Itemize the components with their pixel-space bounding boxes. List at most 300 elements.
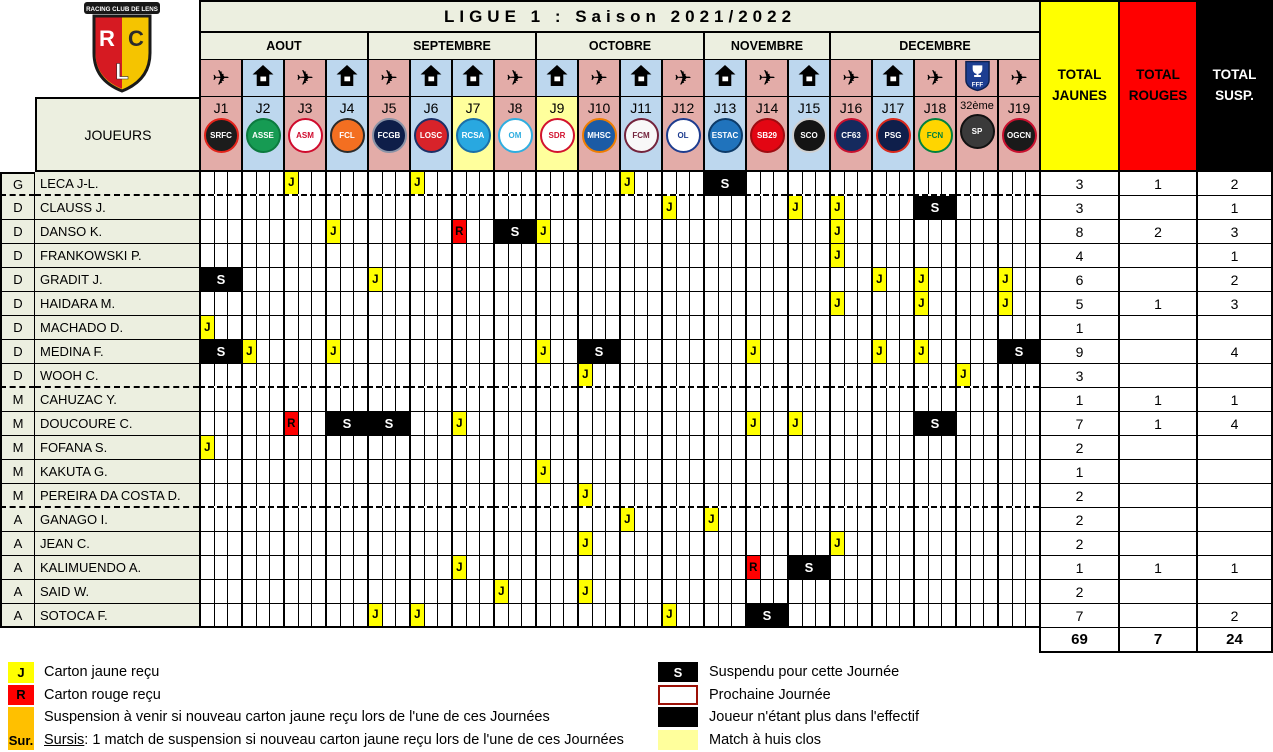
match-subcell bbox=[564, 460, 577, 483]
match-cell bbox=[409, 172, 451, 196]
total-jaunes-value: 2 bbox=[1039, 484, 1118, 508]
match-cell bbox=[241, 268, 283, 292]
match-cell bbox=[325, 196, 367, 220]
match-subcell bbox=[929, 244, 943, 267]
match-subcell bbox=[327, 484, 341, 506]
match-subcell bbox=[495, 292, 509, 315]
match-cell bbox=[829, 388, 871, 412]
match-subcell bbox=[285, 364, 299, 386]
match-subcell bbox=[900, 556, 913, 579]
match-subcell bbox=[635, 220, 649, 243]
match-subcell bbox=[312, 556, 325, 579]
match-subcell bbox=[1013, 556, 1027, 579]
match-subcell bbox=[522, 316, 535, 339]
closed-doors-legend-swatch bbox=[658, 730, 698, 750]
match-cell bbox=[955, 364, 997, 388]
match-subcell bbox=[354, 292, 367, 315]
match-subcell bbox=[606, 412, 619, 435]
match-cell bbox=[661, 508, 703, 532]
match-subcell bbox=[270, 460, 283, 483]
match-subcell bbox=[453, 556, 467, 579]
match-subcell bbox=[495, 196, 509, 219]
match-cell bbox=[409, 220, 451, 244]
match-subcell bbox=[690, 220, 703, 243]
match-subcell bbox=[495, 532, 509, 555]
match-subcell bbox=[873, 244, 887, 267]
match-subcell bbox=[201, 532, 215, 555]
position-label: M bbox=[0, 460, 35, 484]
match-subcell bbox=[942, 604, 955, 626]
match-subcell bbox=[425, 604, 439, 626]
match-subcell bbox=[564, 196, 577, 219]
match-subcell bbox=[369, 556, 383, 579]
match-subcell bbox=[467, 268, 481, 291]
match-subcell bbox=[900, 436, 913, 459]
match-cell bbox=[451, 172, 493, 196]
match-subcell bbox=[467, 364, 481, 386]
match-subcell bbox=[453, 412, 467, 435]
match-subcell bbox=[831, 244, 845, 267]
match-subcell bbox=[564, 508, 577, 531]
match-subcell bbox=[312, 508, 325, 531]
total-jaunes-value: 2 bbox=[1039, 508, 1118, 532]
match-subcell bbox=[215, 460, 229, 483]
match-subcell bbox=[942, 244, 955, 267]
match-subcell bbox=[887, 268, 901, 291]
match-subcell bbox=[984, 436, 997, 459]
match-subcell bbox=[915, 436, 929, 459]
match-cell bbox=[409, 340, 451, 364]
venue-cell-J6 bbox=[409, 60, 451, 97]
match-subcell bbox=[564, 436, 577, 459]
house-icon bbox=[250, 64, 276, 92]
match-subcell bbox=[299, 556, 313, 579]
match-subcell bbox=[761, 268, 775, 291]
match-subcell bbox=[747, 292, 761, 315]
match-subcell bbox=[438, 220, 451, 243]
match-subcell bbox=[425, 220, 439, 243]
match-subcell bbox=[243, 460, 257, 483]
match-subcell bbox=[270, 412, 283, 435]
match-subcell bbox=[551, 292, 565, 315]
match-subcell bbox=[858, 580, 871, 603]
club-logo-MHSC: MHSC bbox=[582, 118, 617, 153]
match-subcell bbox=[396, 508, 409, 531]
match-subcell bbox=[831, 508, 845, 531]
match-cell bbox=[241, 340, 283, 364]
match-subcell bbox=[522, 532, 535, 555]
match-cell bbox=[745, 412, 787, 436]
match-subcell bbox=[887, 388, 901, 411]
match-subcell bbox=[270, 196, 283, 219]
match-subcell bbox=[327, 340, 341, 363]
svg-text:FFF: FFF bbox=[971, 81, 983, 89]
match-subcell bbox=[551, 484, 565, 506]
match-subcell bbox=[411, 364, 425, 386]
match-subcell bbox=[327, 460, 341, 483]
player-name: CLAUSS J. bbox=[35, 196, 199, 220]
match-cell bbox=[955, 172, 997, 196]
matchday-label: J11 bbox=[630, 100, 652, 116]
match-subcell bbox=[354, 556, 367, 579]
match-cell bbox=[619, 172, 661, 196]
match-subcell bbox=[299, 172, 313, 194]
match-subcell bbox=[606, 292, 619, 315]
match-subcell bbox=[425, 316, 439, 339]
match-subcell bbox=[663, 220, 677, 243]
yellow-card-mark: J bbox=[999, 292, 1012, 315]
plane-icon: ✈ bbox=[842, 66, 860, 90]
match-subcell bbox=[593, 412, 607, 435]
match-subcell bbox=[299, 604, 313, 626]
venue-cell-J18 bbox=[913, 60, 955, 97]
match-subcell bbox=[579, 292, 593, 315]
match-subcell bbox=[537, 220, 551, 243]
match-subcell bbox=[621, 340, 635, 363]
match-subcell bbox=[495, 364, 509, 386]
match-subcell bbox=[761, 292, 775, 315]
match-cell bbox=[661, 316, 703, 340]
match-subcell bbox=[438, 604, 451, 626]
legend-row bbox=[658, 706, 919, 729]
match-subcell bbox=[327, 556, 341, 579]
legend-text-rest: : 1 match de suspension si nouveau carton jaune reçu lors de l'une de ces Journées bbox=[84, 731, 624, 748]
matchday-cell-J16 bbox=[829, 97, 871, 172]
match-subcell bbox=[341, 604, 355, 626]
match-subcell bbox=[312, 292, 325, 315]
match-subcell bbox=[873, 388, 887, 411]
match-cell bbox=[241, 604, 283, 628]
match-cell bbox=[619, 484, 661, 508]
match-cell bbox=[493, 436, 535, 460]
match-subcell bbox=[312, 244, 325, 267]
match-subcell bbox=[732, 484, 745, 506]
match-cell bbox=[367, 220, 409, 244]
match-subcell bbox=[761, 556, 775, 579]
match-subcell bbox=[383, 244, 397, 267]
club-logo-RCSA: RCSA bbox=[456, 118, 491, 153]
position-label: D bbox=[0, 244, 35, 268]
match-subcell bbox=[900, 292, 913, 315]
match-subcell bbox=[803, 316, 817, 339]
position-label: M bbox=[0, 412, 35, 436]
match-cell bbox=[577, 388, 619, 412]
match-subcell bbox=[243, 436, 257, 459]
total-susp-value: 2 bbox=[1196, 604, 1273, 628]
match-cell bbox=[955, 508, 997, 532]
match-subcell bbox=[537, 364, 551, 386]
match-subcell bbox=[257, 580, 271, 603]
month-header: SEPTEMBRE bbox=[367, 33, 535, 60]
match-subcell bbox=[789, 220, 803, 243]
match-subcell bbox=[789, 508, 803, 531]
match-cell bbox=[871, 460, 913, 484]
match-subcell bbox=[873, 604, 887, 626]
match-subcell bbox=[887, 436, 901, 459]
match-subcell bbox=[984, 244, 997, 267]
match-subcell bbox=[747, 460, 761, 483]
match-cell bbox=[493, 364, 535, 388]
match-subcell bbox=[831, 268, 845, 291]
match-subcell bbox=[270, 388, 283, 411]
match-subcell bbox=[761, 436, 775, 459]
match-cell bbox=[913, 292, 955, 316]
match-cell bbox=[325, 604, 367, 628]
match-subcell bbox=[564, 412, 577, 435]
yellow-card-mark: J bbox=[789, 196, 802, 219]
yellow-card-mark: J bbox=[747, 412, 760, 435]
club-logo-OM: OM bbox=[498, 118, 533, 153]
match-cell bbox=[703, 292, 745, 316]
player-name: FOFANA S. bbox=[35, 436, 199, 460]
match-cell bbox=[787, 436, 829, 460]
match-subcell bbox=[971, 436, 985, 459]
match-subcell bbox=[509, 388, 523, 411]
match-cell bbox=[367, 508, 409, 532]
matchday-label: J18 bbox=[923, 100, 947, 116]
match-subcell bbox=[228, 244, 241, 267]
match-cell bbox=[367, 532, 409, 556]
yellow-card-mark: J bbox=[579, 364, 592, 386]
match-subcell bbox=[887, 484, 901, 506]
match-subcell bbox=[312, 364, 325, 386]
match-cell bbox=[619, 532, 661, 556]
match-cell bbox=[325, 388, 367, 412]
match-subcell bbox=[522, 172, 535, 194]
match-subcell bbox=[453, 532, 467, 555]
match-subcell bbox=[803, 580, 817, 603]
match-subcell bbox=[564, 580, 577, 603]
match-cell bbox=[493, 244, 535, 268]
match-subcell bbox=[719, 292, 733, 315]
match-subcell bbox=[845, 532, 859, 555]
total-susp-value: 2 bbox=[1196, 172, 1273, 196]
match-subcell bbox=[732, 460, 745, 483]
match-subcell bbox=[942, 388, 955, 411]
match-subcell bbox=[747, 340, 761, 363]
match-cell bbox=[871, 556, 913, 580]
match-subcell bbox=[438, 196, 451, 219]
match-subcell bbox=[663, 388, 677, 411]
total-rouges-value bbox=[1118, 196, 1196, 220]
match-cell bbox=[829, 604, 871, 628]
yellow-card-mark: J bbox=[663, 604, 676, 626]
match-subcell bbox=[480, 172, 493, 194]
match-subcell bbox=[761, 484, 775, 506]
match-cell bbox=[745, 172, 787, 196]
match-subcell bbox=[971, 460, 985, 483]
match-subcell bbox=[648, 532, 661, 555]
match-subcell bbox=[396, 436, 409, 459]
match-subcell bbox=[719, 340, 733, 363]
total-jaunes-value: 2 bbox=[1039, 532, 1118, 556]
match-cell bbox=[493, 604, 535, 628]
matchday-label: J2 bbox=[255, 100, 271, 116]
match-subcell bbox=[942, 220, 955, 243]
match-subcell bbox=[648, 508, 661, 531]
match-subcell bbox=[663, 340, 677, 363]
plane-icon: ✈ bbox=[590, 66, 608, 90]
club-logo-FCN: FCN bbox=[918, 118, 953, 153]
match-subcell bbox=[999, 460, 1013, 483]
match-subcell bbox=[984, 364, 997, 386]
match-subcell bbox=[453, 580, 467, 603]
club-logo-SCO: SCO bbox=[792, 118, 827, 153]
match-subcell bbox=[971, 484, 985, 506]
match-subcell bbox=[341, 292, 355, 315]
match-subcell bbox=[341, 580, 355, 603]
match-subcell bbox=[648, 556, 661, 579]
match-cell bbox=[913, 340, 955, 364]
match-cell bbox=[871, 436, 913, 460]
match-subcell bbox=[495, 388, 509, 411]
match-subcell bbox=[719, 580, 733, 603]
match-subcell bbox=[789, 244, 803, 267]
match-subcell bbox=[677, 340, 691, 363]
match-subcell bbox=[257, 604, 271, 626]
total-susp-value: 1 bbox=[1196, 388, 1273, 412]
match-subcell bbox=[887, 580, 901, 603]
match-subcell bbox=[606, 604, 619, 626]
match-subcell bbox=[774, 220, 787, 243]
match-subcell bbox=[537, 340, 551, 363]
match-subcell bbox=[957, 196, 971, 219]
match-subcell bbox=[522, 412, 535, 435]
match-subcell bbox=[369, 436, 383, 459]
match-subcell bbox=[438, 292, 451, 315]
match-subcell bbox=[509, 460, 523, 483]
total-jaunes-value: 9 bbox=[1039, 340, 1118, 364]
match-subcell bbox=[761, 388, 775, 411]
match-subcell bbox=[999, 364, 1013, 386]
match-cell bbox=[493, 268, 535, 292]
match-subcell bbox=[747, 508, 761, 531]
match-subcell bbox=[354, 172, 367, 194]
match-subcell bbox=[383, 196, 397, 219]
match-cell bbox=[577, 172, 619, 196]
match-subcell bbox=[425, 412, 439, 435]
match-subcell bbox=[480, 580, 493, 603]
match-subcell bbox=[285, 580, 299, 603]
match-subcell bbox=[900, 388, 913, 411]
match-subcell bbox=[663, 460, 677, 483]
match-cell bbox=[283, 556, 325, 580]
match-subcell bbox=[606, 196, 619, 219]
match-subcell bbox=[369, 580, 383, 603]
suspension-cell: S bbox=[787, 556, 829, 580]
match-subcell bbox=[411, 196, 425, 219]
match-subcell bbox=[285, 412, 299, 435]
match-cell bbox=[367, 604, 409, 628]
match-subcell bbox=[341, 172, 355, 194]
total-jaunes-value: 7 bbox=[1039, 412, 1118, 436]
match-cell bbox=[829, 460, 871, 484]
match-cell bbox=[241, 460, 283, 484]
club-logo-CF63: CF63 bbox=[834, 118, 869, 153]
match-subcell bbox=[551, 580, 565, 603]
match-subcell bbox=[495, 508, 509, 531]
match-subcell bbox=[732, 508, 745, 531]
match-cell bbox=[199, 556, 241, 580]
match-subcell bbox=[425, 436, 439, 459]
match-cell bbox=[619, 436, 661, 460]
match-subcell bbox=[354, 268, 367, 291]
match-subcell bbox=[606, 388, 619, 411]
total-jaunes-value: 4 bbox=[1039, 244, 1118, 268]
match-cell bbox=[535, 532, 577, 556]
match-subcell bbox=[942, 340, 955, 363]
player-name: MEDINA F. bbox=[35, 340, 199, 364]
match-subcell bbox=[438, 508, 451, 531]
match-subcell bbox=[873, 412, 887, 435]
match-subcell bbox=[1026, 412, 1039, 435]
match-subcell bbox=[690, 292, 703, 315]
match-subcell bbox=[228, 460, 241, 483]
match-subcell bbox=[383, 316, 397, 339]
match-subcell bbox=[411, 172, 425, 194]
match-subcell bbox=[354, 508, 367, 531]
match-cell bbox=[745, 220, 787, 244]
match-subcell bbox=[312, 412, 325, 435]
club-logo-ESTAC: ESTAC bbox=[708, 118, 743, 153]
match-cell bbox=[577, 556, 619, 580]
match-subcell bbox=[579, 484, 593, 506]
match-subcell bbox=[929, 508, 943, 531]
match-subcell bbox=[425, 460, 439, 483]
match-subcell bbox=[648, 196, 661, 219]
club-logo-FCGB: FCGB bbox=[372, 118, 407, 153]
match-subcell bbox=[341, 268, 355, 291]
match-subcell bbox=[999, 244, 1013, 267]
match-subcell bbox=[480, 268, 493, 291]
match-subcell bbox=[257, 388, 271, 411]
match-subcell bbox=[537, 580, 551, 603]
match-subcell bbox=[383, 268, 397, 291]
match-subcell bbox=[873, 268, 887, 291]
match-subcell bbox=[635, 436, 649, 459]
match-subcell bbox=[1026, 196, 1039, 219]
match-cell bbox=[787, 316, 829, 340]
match-cell bbox=[577, 364, 619, 388]
match-subcell bbox=[270, 556, 283, 579]
match-subcell bbox=[635, 268, 649, 291]
match-subcell bbox=[285, 244, 299, 267]
match-subcell bbox=[803, 340, 817, 363]
match-subcell bbox=[467, 220, 481, 243]
match-subcell bbox=[467, 172, 481, 194]
match-subcell bbox=[1026, 364, 1039, 386]
match-cell bbox=[703, 220, 745, 244]
match-cell bbox=[535, 244, 577, 268]
match-cell bbox=[997, 580, 1039, 604]
match-subcell bbox=[551, 532, 565, 555]
match-cell bbox=[661, 388, 703, 412]
match-cell bbox=[955, 532, 997, 556]
month-header: AOUT bbox=[199, 33, 367, 60]
match-cell bbox=[241, 316, 283, 340]
match-subcell bbox=[228, 196, 241, 219]
match-subcell bbox=[915, 388, 929, 411]
match-subcell bbox=[942, 316, 955, 339]
match-subcell bbox=[942, 268, 955, 291]
match-subcell bbox=[201, 436, 215, 459]
match-cell bbox=[661, 460, 703, 484]
match-subcell bbox=[677, 604, 691, 626]
matchday-cell-J19 bbox=[997, 97, 1039, 172]
suspension-cell: S bbox=[493, 220, 535, 244]
total-jaunes-value: 7 bbox=[1039, 604, 1118, 628]
match-subcell bbox=[285, 172, 299, 194]
